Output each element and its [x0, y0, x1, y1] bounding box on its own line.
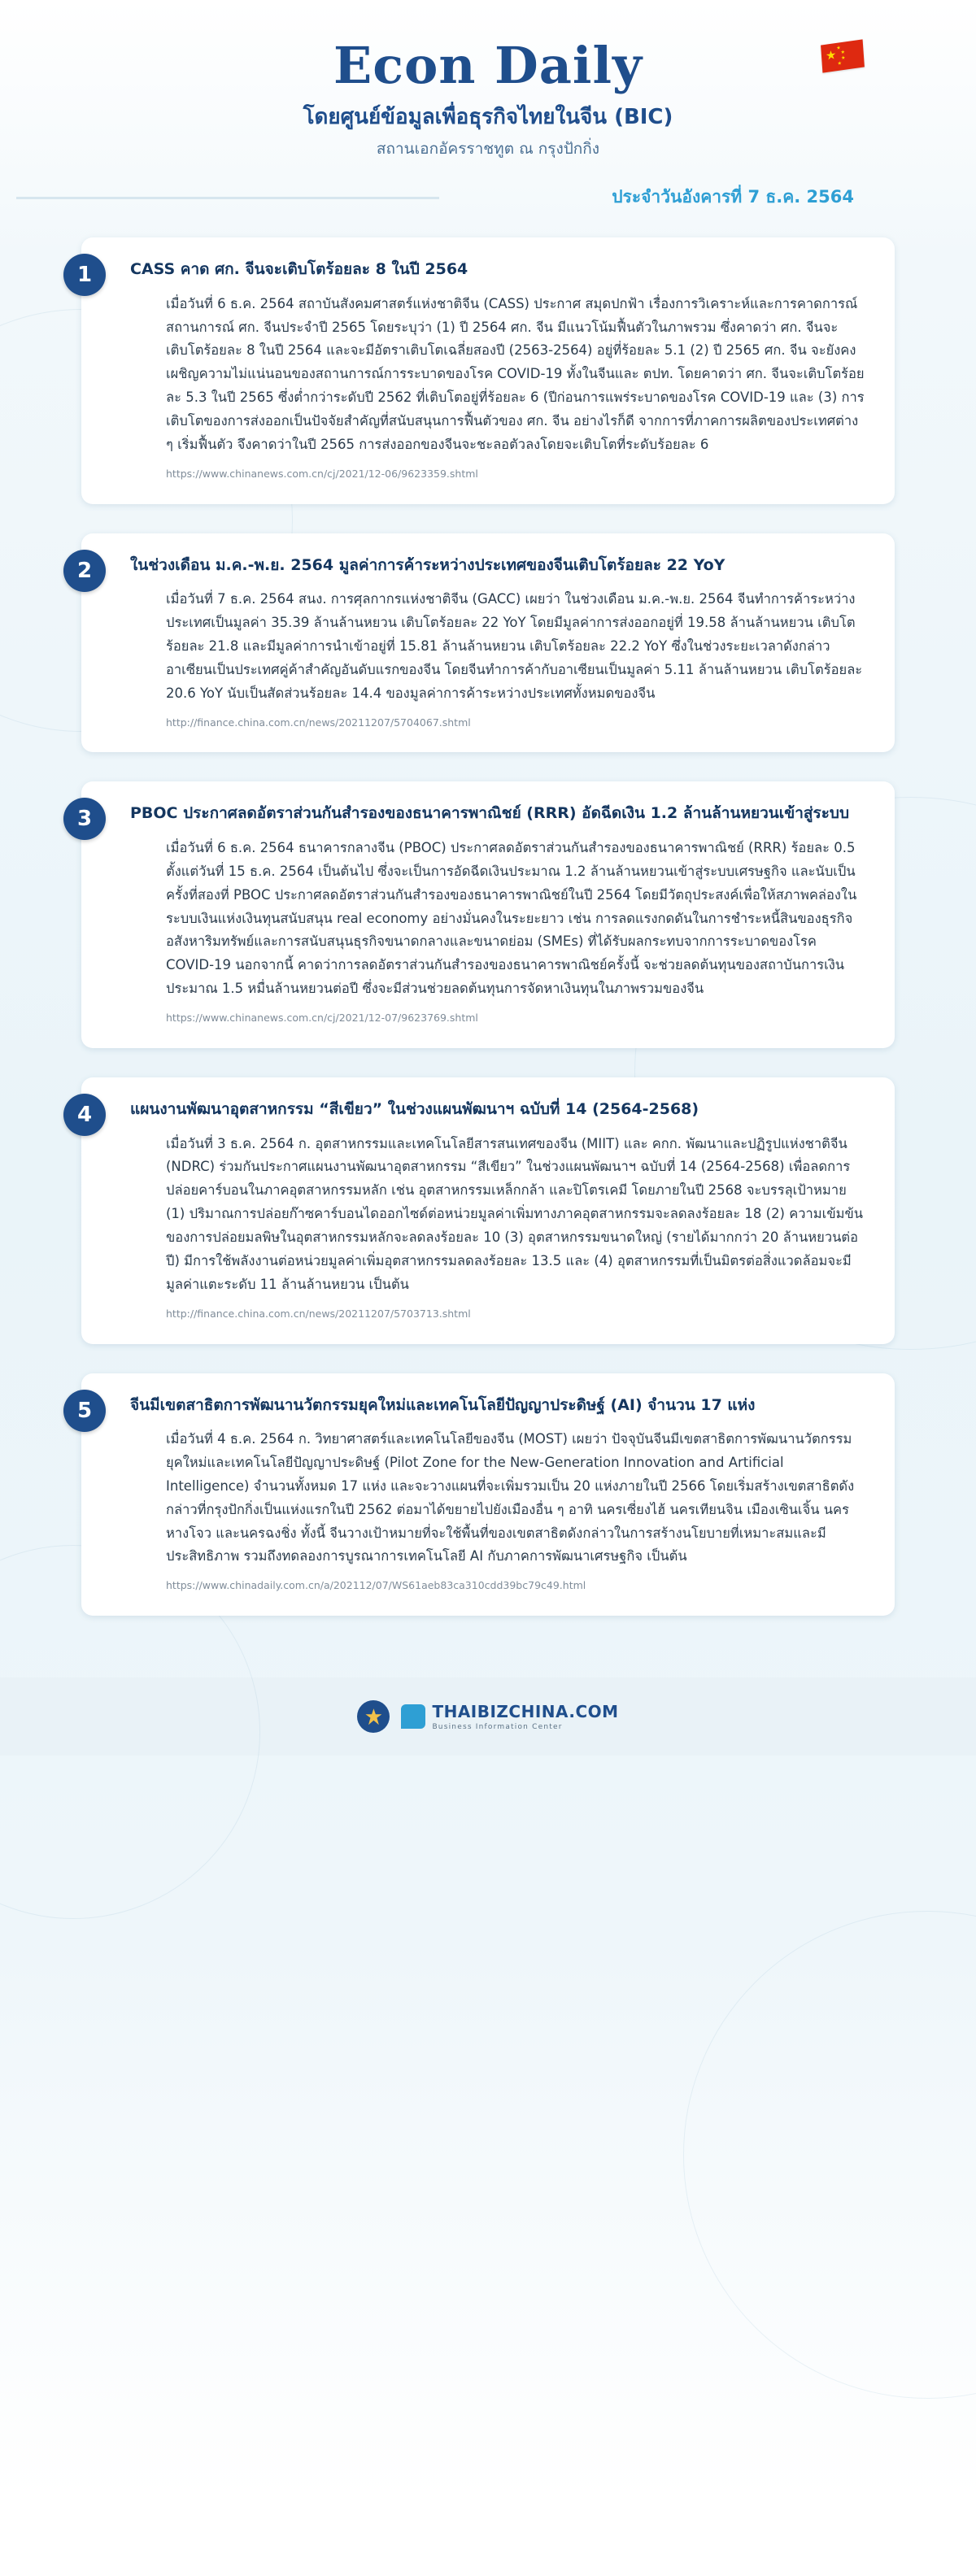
article-card	[76, 1373, 895, 1617]
logo-mark-icon	[401, 1704, 425, 1729]
article-body-wrap	[130, 1133, 867, 1323]
article-source-link[interactable]: https://www.chinadaily.com.cn/a/202112/07/WS61aeb83ca310cdd39bc79c49.html	[166, 1579, 586, 1592]
article-body: เมื่อวันที่ 7 ธ.ค. 2564 สนง. การศุลกากรแห่งชาติจีน (GACC) เผยว่า ในช่วงเดือน ม.ค.-พ.ย. 2564 จีนทำการค้าระหว่างประเทศเป็นมูลค่า 35.39 ล้านล้านหยวน เติบโตร้อยละ 22 YoY โดยมีมูลค่าการส่งออกอยู่ที่ 19.58 ล้านล้านหยวน เติบโตร้อยละ 21.8 และมีมูลค่าการนำเข้าอยู่ที่ 15.81 ล้านล้านหยวน เติบโตร้อยละ 22.2 YoY ซึ่งในช่วงระยะเวลาดังกล่าว อาเซียนเป็นประเทศคู่ค้าสำคัญอันดับแรกของจีน โดยจีนทำการค้ากับอาเซียนเป็นมูลค่า 5.11 ล้านล้านหยวน เติบโตร้อยละ 20.6 YoY นับเป็นสัดส่วนร้อยละ 14.4 ของมูลค่าการค้าระหว่างประเทศทั้งหมดของจีน	[166, 591, 863, 701]
article-body: เมื่อวันที่ 3 ธ.ค. 2564 ก. อุตสาหกรรมและเทคโนโลยีสารสนเทศของจีน (MIIT) และ คกก. พัฒนาและปฏิรูปแห่งชาติจีน (NDRC) ร่วมกันประกาศแผนงานพัฒนาอุตสาหกรรม “สีเขียว” ในช่วงแผนพัฒนาฯ ฉบับที่ 14 (2564-2568) เพื่อลดการปล่อยคาร์บอนในภาคอุตสาหกรรมหลัก เช่น อุตสาหกรรมเหล็กกล้า และปิโตรเคมี โดยภายในปี 2568 จะบรรลุเป้าหมาย (1) ปริมาณการปล่อยก๊าซคาร์บอนไดออกไซด์ต่อหน่วยมูลค่าเพิ่มทางภาคอุตสาหกรรมจะลดลงร้อยละ 18 (2) ความเข้มข้นของการปล่อยมลพิษในอุตสาหกรรมหลักจะลดลงร้อยละ 10 (3) อุตสาหกรรมขนาดใหญ่ (รายได้มากกว่า 20 ล้านหยวนต่อปี) มีการใช้พลังงานต่อหน่วยมูลค่าเพิ่มอุตสาหกรรมลดลงร้อยละ 13.5 และ (4) อุตสาหกรรมที่เป็นมิตรต่อสิ่งแวดล้อมจะมีมูลค่าแตะระดับ 11 ล้านล้านหยวน เป็นต้น	[166, 1135, 864, 1292]
article-body-wrap	[130, 293, 867, 483]
article-body-wrap	[130, 588, 867, 731]
decorative-circle	[683, 1911, 976, 2399]
article-body-wrap	[130, 1428, 867, 1595]
flag-star-large: ★	[825, 47, 837, 63]
logo-text: THAIBIZCHINA.COM	[432, 1702, 619, 1722]
china-flag-icon	[821, 39, 865, 72]
article-body-wrap	[130, 837, 867, 1027]
article-number-badge: 1	[63, 254, 106, 296]
article-number-badge: 4	[63, 1094, 106, 1136]
garuda-emblem-icon	[357, 1700, 390, 1733]
article-source-link[interactable]: https://www.chinanews.com.cn/cj/2021/12-06/9623359.shtml	[166, 467, 478, 480]
issue-date: ประจำวันอังคารที่ 7 ธ.ค. 2564	[612, 187, 854, 207]
flag-star-small: ★	[840, 54, 846, 62]
article-source-link[interactable]: http://finance.china.com.cn/news/20211207/5703713.shtml	[166, 1307, 471, 1320]
page-subtitle-embassy: สถานเอกอัครราชทูต ณ กรุงปักกิ่ง	[376, 140, 600, 159]
article-body: เมื่อวันที่ 4 ธ.ค. 2564 ก. วิทยาศาสตร์และเทคโนโลยีของจีน (MOST) เผยว่า ปัจจุบันจีนมีเขตสาธิตการพัฒนานวัตกรรมยุคใหม่และเทคโนโลยีปัญญาประดิษฐ์ (Pilot Zone for the New-Generation Innovation and Artificial Intelligence) จำนวนทั้งหมด 17 แห่ง และจะวางแผนที่จะเพิ่มรวมเป็น 20 แห่งภายในปี 2566 โดยเริ่มสร้างเขตสาธิตดังกล่าวที่กรุงปักกิ่งเป็นแห่งแรกในปี 2562 ต่อมาได้ขยายไปยังเมืองอื่น ๆ อาทิ นครเซี่ยงไฮ้ นครเทียนจิน เมืองเซินเจิ้น นครหางโจว และนครฉงชิ่ง ทั้งนี้ จีนวางเป้าหมายที่จะใช้พื้นที่ของเขตสาธิตดังกล่าวในการสร้างนโยบายที่เหมาะสมและมีประสิทธิภาพ รวมถึงทดลองการบูรณาการเทคโนโลยี AI กับภาคการพัฒนาเศรษฐกิจ เป็นต้น	[166, 1431, 855, 1564]
flag-star-small: ★	[840, 49, 846, 56]
date-row	[0, 182, 976, 215]
article-title: ในช่วงเดือน ม.ค.-พ.ย. 2564 มูลค่าการค้าระหว่างประเทศของจีนเติบโตร้อยละ 22 YoY	[130, 555, 725, 574]
article-title: PBOC ประกาศลดอัตราส่วนกันสำรองของธนาคารพาณิชย์ (RRR) อัดฉีดเงิน 1.2 ล้านล้านหยวนเข้าสู่ระบบ	[130, 804, 850, 823]
article-card	[76, 1077, 895, 1344]
article-source-link[interactable]: https://www.chinanews.com.cn/cj/2021/12-07/9623769.shtml	[166, 1012, 478, 1025]
article-body: เมื่อวันที่ 6 ธ.ค. 2564 ธนาคารกลางจีน (PBOC) ประกาศลดอัตราส่วนกันสำรองของธนาคารพาณิชย์ (RRR) ร้อยละ 0.5 ตั้งแต่วันที่ 15 ธ.ค. 2564 เป็นต้นไป ซึ่งจะเป็นการอัดฉีดเงินประมาณ 1.2 ล้านล้านหยวนเข้าสู่ระบบเศรษฐกิจ และนับเป็นครั้งที่สองที่ PBOC ประกาศลดอัตราส่วนกันสำรองของธนาคารพาณิชย์ในปี 2564 โดยมีวัตถุประสงค์เพื่อให้สภาพคล่องในระบบเงินแห่งเงินทุนสนับสนุน real economy อย่างมั่นคงในระยะยาว เช่น การลดแรงกดดันในการชำระหนี้สินของธุรกิจอสังหาริมทรัพย์และการสนับสนุนธุรกิจขนาดกลางและขนาดย่อม (SMEs) ที่ได้รับผลกระทบจากการระบาดของโรค COVID-19 นอกจากนี้ คาดว่าการลดอัตราส่วนกันสำรองของธนาคารพาณิชย์ครั้งนี้ จะช่วยลดต้นทุนของสถาบันการเงินประมาณ 1.5 หมื่นล้านหยวนต่อปี ซึ่งจะมีส่วนช่วยลดต้นทุนการจัดหาเงินทุนในภาพรวมของจีน	[166, 839, 857, 997]
page-footer	[0, 1677, 976, 1756]
article-body: เมื่อวันที่ 6 ธ.ค. 2564 สถาบันสังคมศาสตร์แห่งชาติจีน (CASS) ประกาศ สมุดปกฟ้า เรื่องการวิเคราะห์และการคาดการณ์สถานการณ์ ศก. จีนประจำปี 2565 โดยระบุว่า (1) ปี 2564 ศก. จีน มีแนวโน้มฟื้นตัวในภาพรวม ซึ่งคาดว่า ศก. จีนจะเติบโตร้อยละ 8 ในปี 2564 และจะมีอัตราเติบโตเฉลี่ยสองปี (2563-2564) อยู่ที่ร้อยละ 5.1 (2) ปี 2565 ศก. จีน จะยังคงเผชิญความไม่แน่นอนของสถานการณ์การระบาดของโรค COVID-19 ทั้งในจีนและ ตปท. โดยคาดว่า ศก. จีนจะเติบโตร้อยละ 5.3 ใน​ปี 2565 ซึ่งต่ำกว่าระดับปี 2562 ที่เติบโตอยู่ที่ร้อยละ 6 (ปีก่อนการแพร่ระบาดของโรค COVID-19 และ (3) การเติบโตของการส่งออกเป็นปัจจัยสำคัญที่สนับสนุนการฟื้นตัวของ ศก. จีน อย่างไรก็ดี จากการที่ภาคการผลิตของประเทศต่าง ๆ เริ่มฟื้นตัว จึงคาดว่าในปี 2565 การส่งออกของจีนจะชะลอตัวลงโดยจะเติบโตที่ระดับร้อยละ 6	[166, 295, 865, 452]
flag-star-small: ★	[837, 60, 843, 67]
article-title: CASS คาด ศก. จีนจะเติบโตร้อยละ 8 ใน​ปี 2564	[130, 260, 468, 279]
article-card	[76, 237, 895, 504]
article-card	[76, 533, 895, 753]
article-title: จีนมีเขตสาธิตการพัฒนานวัตกรรมยุคใหม่และเทคโนโลยีปัญญาประดิษฐ์ (AI) จำนวน 17 แห่ง	[130, 1395, 756, 1414]
article-card	[76, 781, 895, 1048]
flag-star-small: ★	[836, 45, 841, 51]
article-number-badge: 5	[63, 1390, 106, 1432]
article-source-link[interactable]: http://finance.china.com.cn/news/20211207/5704067.shtml	[166, 716, 471, 729]
page-title: Econ Daily	[333, 36, 643, 95]
divider	[16, 197, 439, 199]
article-title: แผนงานพัฒนาอุตสาหกรรม “สีเขียว” ในช่วงแผนพัฒนาฯ ฉบับที่ 14 (2564-2568)	[130, 1099, 699, 1118]
thaibizchina-logo-icon[interactable]	[401, 1702, 618, 1731]
articles-list	[0, 215, 976, 1677]
article-number-badge: 3	[63, 798, 106, 840]
page-subtitle-org: โดยศูนย์ข้อมูลเพื่อธุรกิจไทยในจีน (BIC)	[303, 105, 673, 130]
logo-tagline: Business Information Center	[432, 1723, 563, 1732]
page-header	[0, 0, 976, 215]
article-number-badge: 2	[63, 550, 106, 592]
